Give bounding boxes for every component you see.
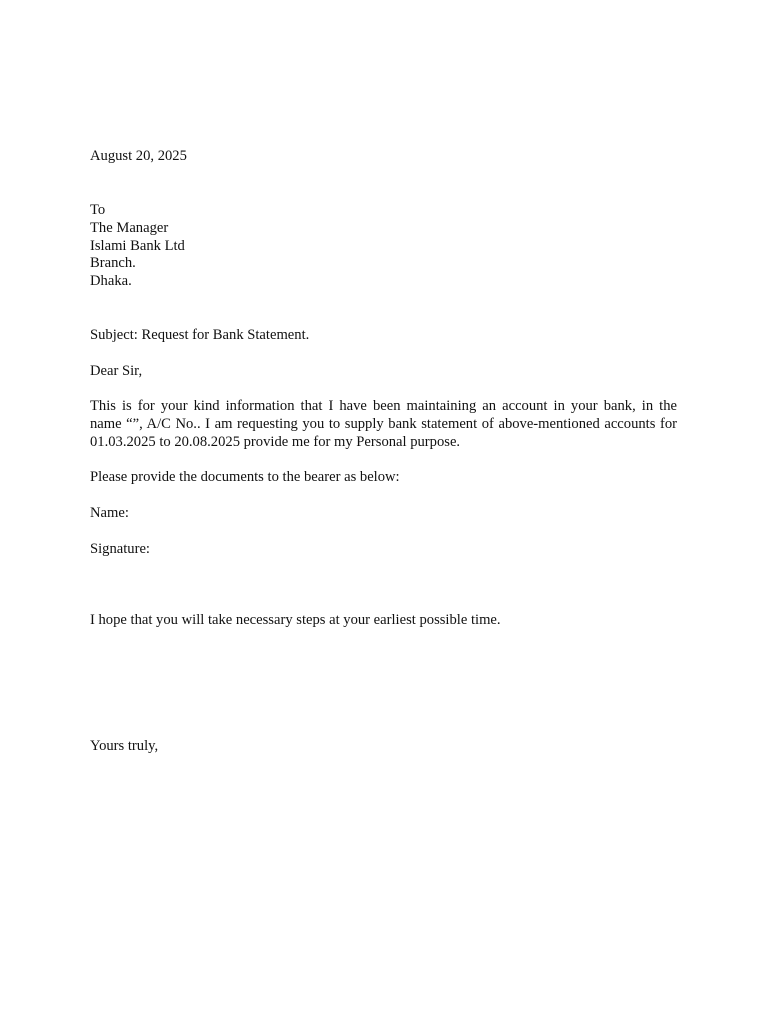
body-line: name “”, A/C No.. I am requesting you to supply bank statement of above-mentioned accounts for	[90, 416, 677, 432]
body-line: 01.03.2025 to 20.08.2025 provide me for my Personal purpose.	[90, 434, 461, 450]
signature-label: Signature:	[90, 541, 150, 557]
letter-subject: Subject: Request for Bank Statement.	[90, 327, 310, 343]
name-label: Name:	[90, 505, 129, 521]
sign-off: Yours truly,	[90, 738, 159, 754]
letter-salutation: Dear Sir,	[90, 363, 143, 379]
letter-request: Please provide the documents to the bearer as below:	[90, 469, 400, 485]
recipient-branch: Branch.	[90, 255, 136, 271]
recipient-title: The Manager	[90, 220, 169, 236]
recipient-to: To	[90, 202, 106, 218]
closing-request: I hope that you will take necessary steps at your earliest possible time.	[90, 612, 501, 628]
recipient-city: Dhaka.	[90, 273, 132, 289]
letter-date: August 20, 2025	[90, 148, 187, 164]
recipient-bank: Islami Bank Ltd	[90, 238, 185, 254]
body-line: This is for your kind information that I have been maintaining an account in your bank, in the	[90, 398, 677, 414]
letter-body-paragraph	[90, 397, 677, 451]
